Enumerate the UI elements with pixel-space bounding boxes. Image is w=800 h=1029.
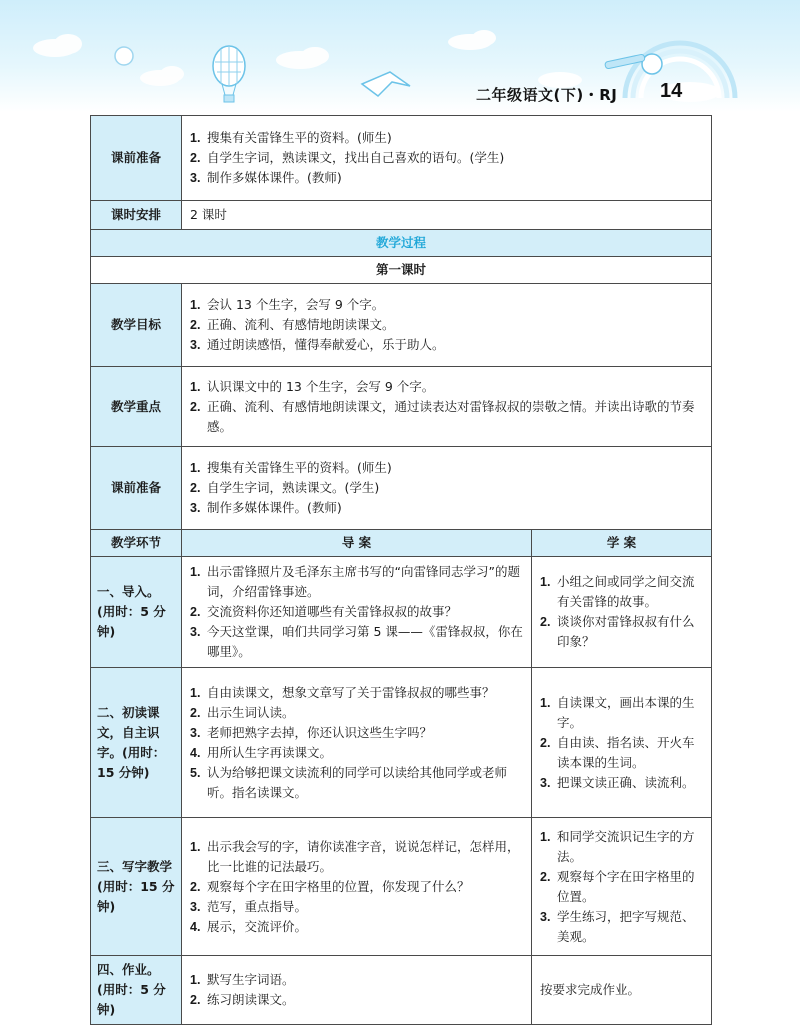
list-item: 2. 出示生词认读。: [190, 704, 295, 720]
glider-icon: [362, 72, 410, 96]
list-item: 1. 出示雷锋照片及毛泽东主席书写的“向雷锋同志学习”的题词，介绍雷锋事迹。: [190, 564, 520, 599]
process-title-row: [91, 230, 712, 257]
list-item: 2. 谈谈你对雷锋叔叔有什么印象？: [540, 614, 695, 649]
list-item: 2. 自由读、指名读、开火车读本课的生词。: [540, 734, 695, 770]
guide-column-header: 导 案: [182, 530, 532, 557]
list-item: 1. 和同学交流识记生字的方法。: [540, 828, 695, 864]
stage-row-3: [91, 818, 712, 956]
prep-row-2: [91, 447, 712, 530]
stage-column-header: 教学环节: [91, 530, 182, 557]
list-item: 3. 制作多媒体课件。(教师): [190, 170, 342, 185]
row-label: 课前准备: [91, 447, 182, 530]
book-title-label: 二年级语文(下)・RJ: [476, 86, 618, 104]
page-number: 14: [660, 80, 683, 102]
guide-cell: [182, 956, 532, 1025]
list-item: 1. 会认 13 个生字，会写 9 个字。: [190, 297, 385, 312]
list-item: 3. 老师把熟字去掉，你还认识这些生字吗？: [190, 724, 433, 740]
list-item: 2. 交流资料你还知道哪些有关雷锋叔叔的故事？: [190, 604, 458, 619]
stage-label: 一、导入。(用时：5 分钟): [91, 557, 182, 668]
guide-cell: [182, 668, 532, 818]
lesson-title-row: [91, 257, 712, 284]
goals-row: [91, 284, 712, 367]
column-header-row: [91, 530, 712, 557]
row-content: [182, 447, 712, 530]
guide-cell: [182, 557, 532, 668]
row-label: 课时安排: [91, 201, 182, 230]
list-item: 3. 范写，重点指导。: [190, 898, 308, 914]
list-item: 3. 把课文读正确、读流利。: [540, 774, 695, 790]
stage-label: 四、作业。(用时：5 分钟): [91, 956, 182, 1025]
page-banner: [0, 0, 800, 112]
list-item: 1. 自读课文，画出本课的生字。: [540, 694, 695, 730]
list-item: 2. 正确、流利、有感情地朗读课文，通过读表达对雷锋叔叔的崇敬之情。并读出诗歌的节奏感。: [190, 398, 695, 434]
list-item: 3. 学生练习，把字写规范、美观。: [540, 908, 695, 944]
prep-row-1: [91, 116, 712, 201]
list-item: 2. 观察每个字在田字格里的位置，你发现了什么？: [190, 878, 470, 894]
study-cell: [532, 668, 712, 818]
stage-row-4: [91, 956, 712, 1025]
list-item: 3. 通过朗读感悟，懂得奉献爱心，乐于助人。: [190, 337, 445, 352]
list-item: 4. 用所认生字再读课文。: [190, 744, 333, 760]
list-item: 4. 展示，交流评价。: [190, 918, 308, 934]
row-label: 教学重点: [91, 367, 182, 447]
stage-label: 二、初读课文，自主识字。(用时：15 分钟): [91, 668, 182, 818]
study-column-header: 学 案: [532, 530, 712, 557]
list-item: 1. 搜集有关雷锋生平的资料。(师生): [190, 460, 392, 475]
list-item: 1. 默写生字词语。: [190, 972, 295, 987]
lesson-title: 第一课时: [91, 257, 712, 284]
row-label: 教学目标: [91, 284, 182, 367]
list-item: 2. 自学生字词，熟读课文。(学生): [190, 480, 380, 495]
row-content: [182, 367, 712, 447]
list-item: 1. 搜集有关雷锋生平的资料。(师生): [190, 130, 392, 145]
list-item: 3. 今天这堂课，咱们共同学习第 5 课——《雷锋叔叔，你在哪里》。: [190, 624, 523, 659]
study-cell: [532, 557, 712, 668]
keypoints-row: [91, 367, 712, 447]
list-item: 2. 自学生字词，熟读课文，找出自己喜欢的语句。(学生): [190, 150, 505, 165]
sun-icon: [115, 47, 133, 65]
list-item: 1. 自由读课文，想象文章写了关于雷锋叔叔的哪些事？: [190, 684, 495, 700]
list-item: 2. 观察每个字在田字格里的位置。: [540, 868, 695, 904]
schedule-row: [91, 201, 712, 230]
stage-row-2: [91, 668, 712, 818]
row-content: 2 课时: [182, 201, 712, 230]
lesson-plan-table: [90, 115, 712, 1025]
hot-air-balloon-icon: [213, 46, 245, 102]
list-item: 3. 制作多媒体课件。(教师): [190, 500, 342, 515]
section-title: 教学过程: [91, 230, 712, 257]
list-item: 1. 出示我会写的字，请你读准字音，说说怎样记，怎样用，比一比谁的记法最巧。: [190, 838, 520, 874]
list-item: 1. 小组之间或同学之间交流有关雷锋的故事。: [540, 574, 695, 609]
row-label: 课前准备: [91, 116, 182, 201]
row-content: [182, 284, 712, 367]
list-item: 1. 认识课文中的 13 个生字，会写 9 个字。: [190, 378, 435, 394]
study-cell: 按要求完成作业。: [532, 956, 712, 1025]
list-item: 5. 认为给够把课文读流利的同学可以读给其他同学或老师听。指名读课文。: [190, 764, 508, 800]
study-cell: [532, 818, 712, 956]
stage-label: 三、写字教学(用时：15 分钟): [91, 818, 182, 956]
row-content: [182, 116, 712, 201]
list-item: 2. 练习朗读课文。: [190, 992, 295, 1007]
stage-row-1: [91, 557, 712, 668]
guide-cell: [182, 818, 532, 956]
list-item: 2. 正确、流利、有感情地朗读课文。: [190, 317, 395, 332]
